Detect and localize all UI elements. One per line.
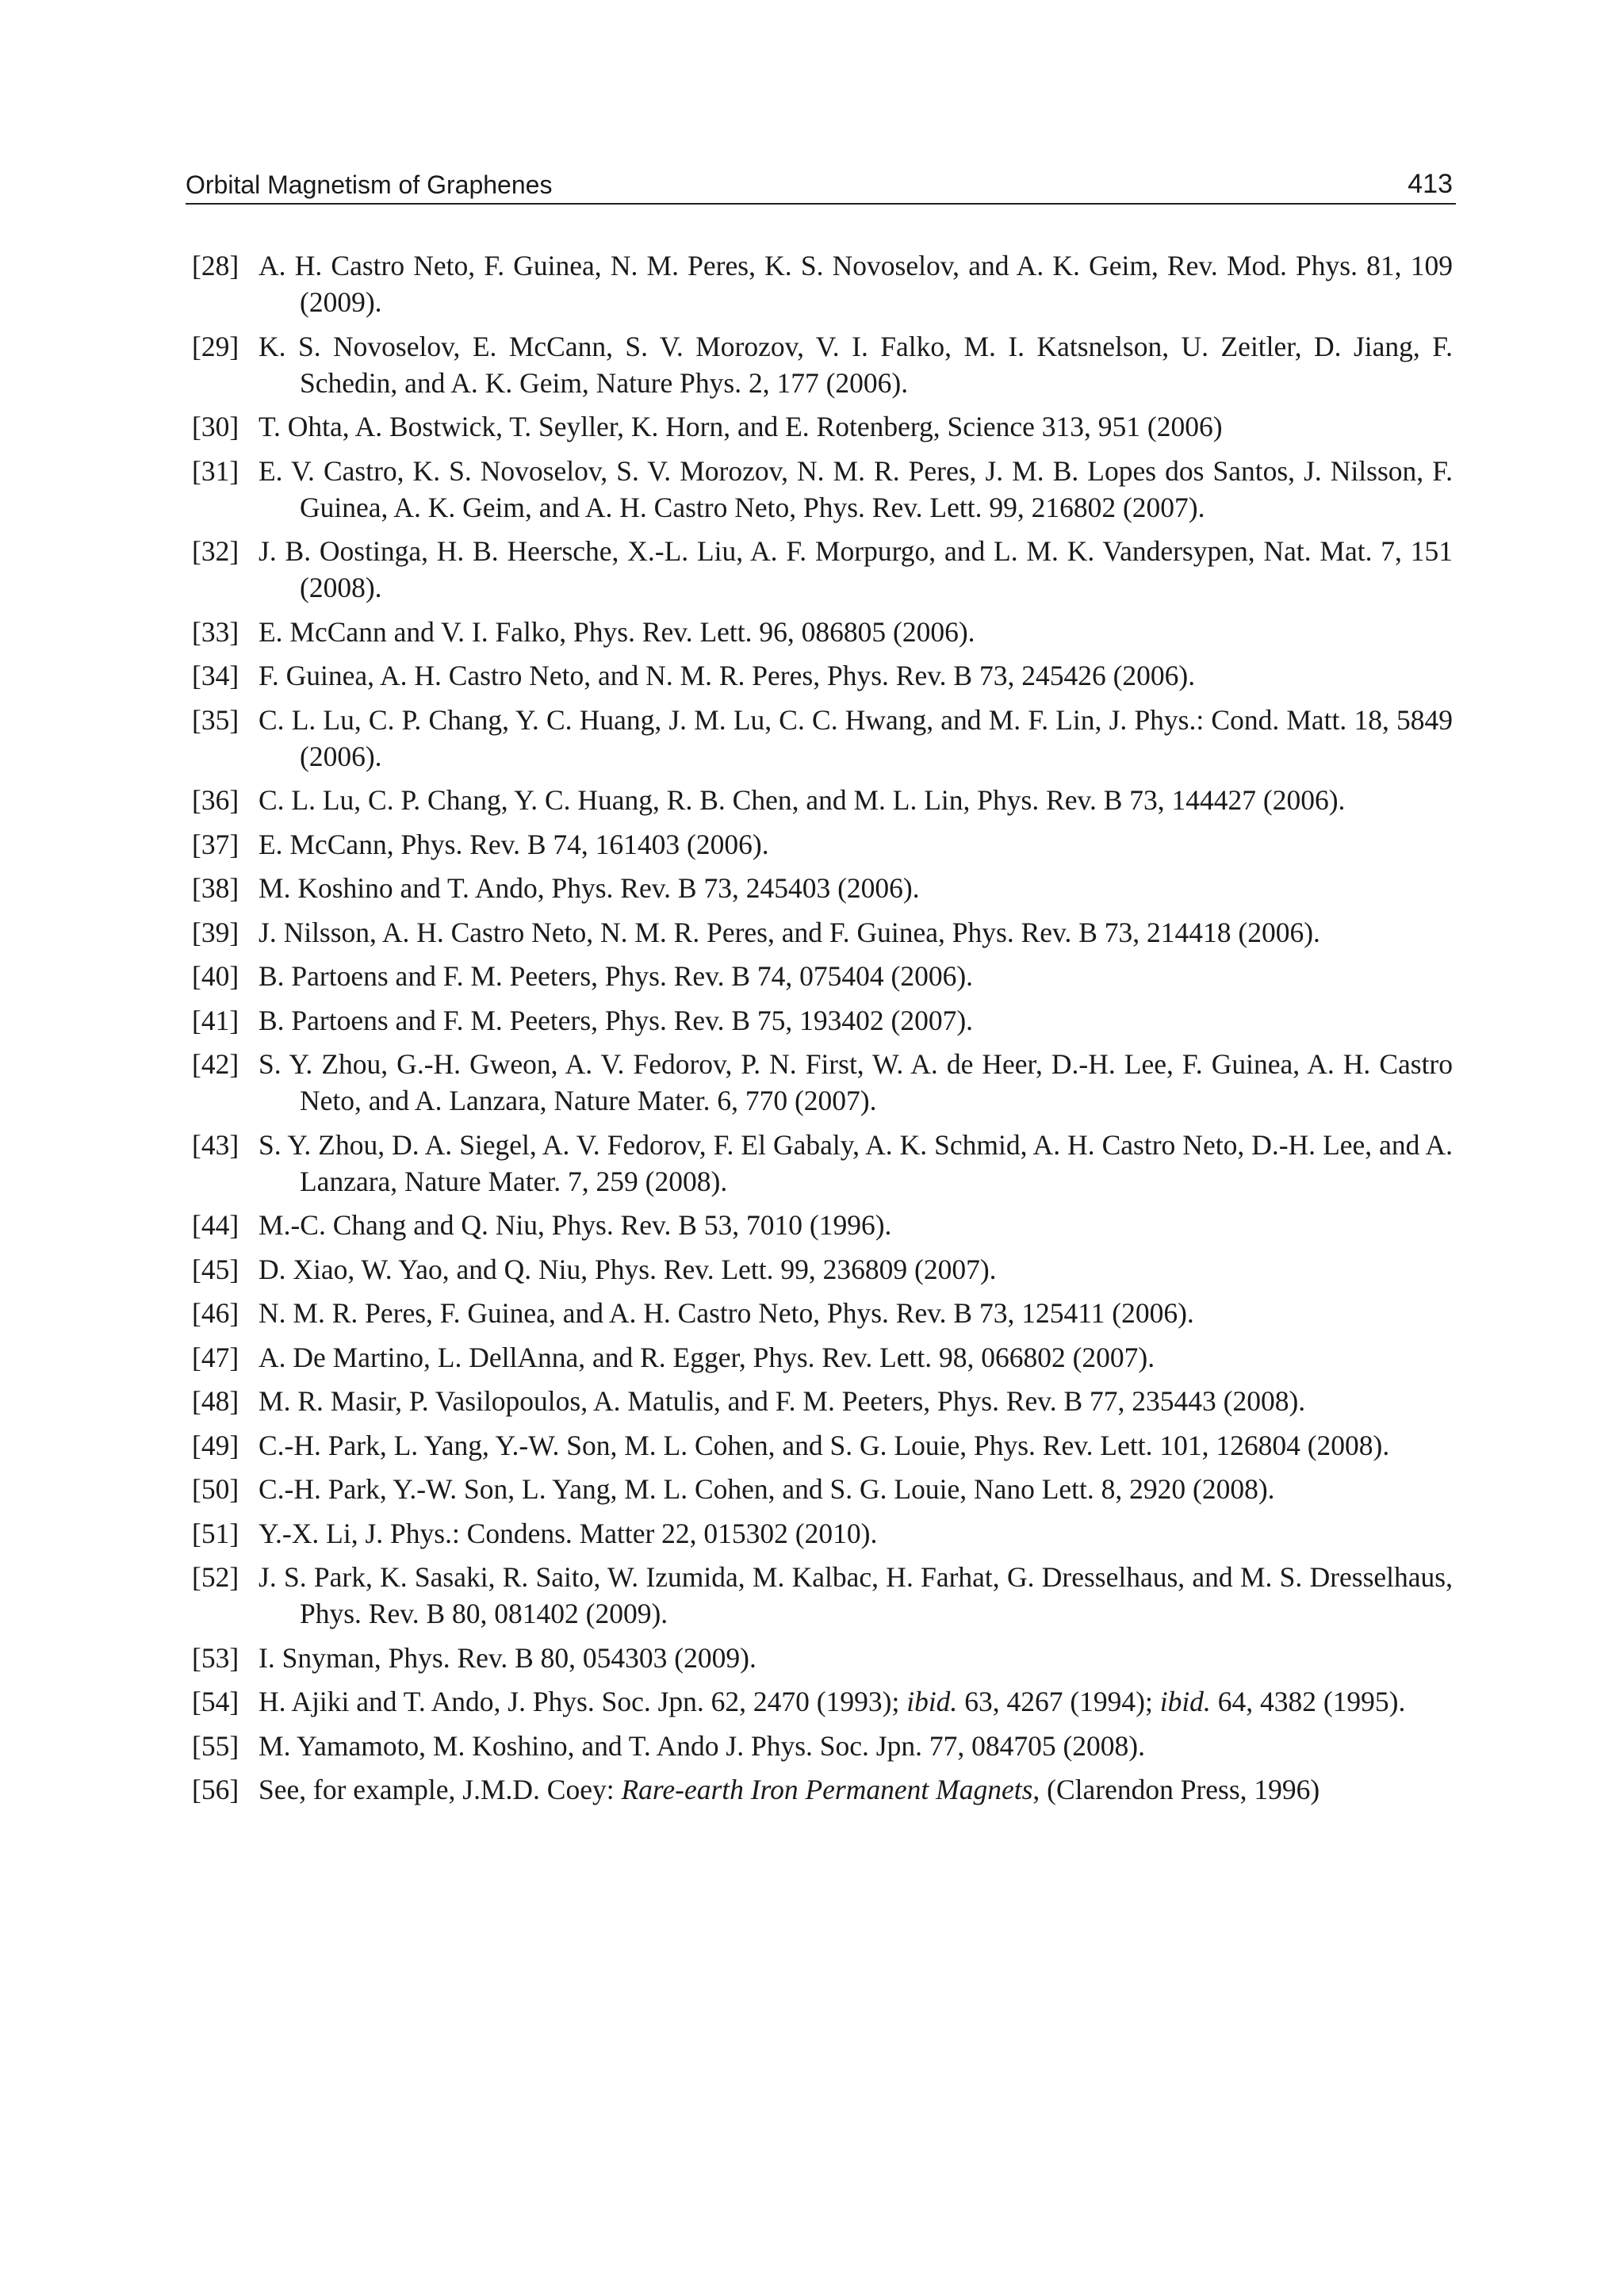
reference-item	[192, 782, 1453, 818]
reference-item	[192, 247, 1453, 320]
reference-number: [35]	[192, 703, 239, 736]
reference-number: [50]	[192, 1473, 239, 1505]
reference-item	[192, 1559, 1453, 1632]
reference-item	[192, 958, 1453, 994]
reference-text: M. Yamamoto, M. Koshino, and T. Ando J. Phys. Soc. Jpn. 77, 084705 (2008).	[259, 1729, 1145, 1762]
reference-number: [29]	[192, 330, 239, 362]
reference-number: [49]	[192, 1429, 239, 1461]
reference-item	[192, 657, 1453, 694]
reference-text: Y.-X. Li, J. Phys.: Condens. Matter 22, 015302 (2010).	[259, 1517, 878, 1549]
reference-number: [31]	[192, 454, 239, 487]
reference-text: S. Y. Zhou, D. A. Siegel, A. V. Fedorov, F. El Gabaly, A. K. Schmid, A. H. Castro Neto, D.-H. Lee, and A. Lanzara, Nature Mater. 7, 259 (2008).	[259, 1128, 1453, 1197]
reference-text-part: See, for example, J.M.D. Coey:	[259, 1774, 622, 1805]
reference-item	[192, 614, 1453, 650]
reference-item	[192, 328, 1453, 401]
reference-item	[192, 1427, 1453, 1464]
reference-item	[192, 1383, 1453, 1419]
reference-text: J. Nilsson, A. H. Castro Neto, N. M. R. Peres, and F. Guinea, Phys. Rev. B 73, 214418 (2006).	[259, 916, 1320, 948]
reference-item	[192, 1127, 1453, 1200]
reference-text-part: H. Ajiki and T. Ando, J. Phys. Soc. Jpn. 62, 2470 (1993);	[259, 1686, 907, 1717]
reference-item	[192, 1515, 1453, 1552]
reference-text-part: , (Clarendon Press, 1996)	[1032, 1774, 1320, 1805]
reference-number: [51]	[192, 1517, 239, 1549]
reference-text: B. Partoens and F. M. Peeters, Phys. Rev. B 74, 075404 (2006).	[259, 960, 974, 992]
reference-number: [44]	[192, 1209, 239, 1241]
reference-text-part: 63, 4267 (1994);	[957, 1686, 1160, 1717]
reference-item	[192, 870, 1453, 906]
reference-item	[192, 453, 1453, 526]
reference-number: [41]	[192, 1004, 239, 1036]
reference-text: C.-H. Park, Y.-W. Son, L. Yang, M. L. Cohen, and S. G. Louie, Nano Lett. 8, 2920 (2008).	[259, 1473, 1275, 1505]
reference-number: [32]	[192, 535, 239, 567]
reference-text: J. B. Oostinga, H. B. Heersche, X.-L. Liu, A. F. Morpurgo, and L. M. K. Vandersypen, Nat. Mat. 7, 151 (2008).	[259, 535, 1453, 603]
reference-item	[192, 1771, 1453, 1808]
reference-number: [42]	[192, 1048, 239, 1080]
reference-item	[192, 914, 1453, 951]
reference-text: J. S. Park, K. Sasaki, R. Saito, W. Izumida, M. Kalbac, H. Farhat, G. Dresselhaus, and M. S. Dresselhaus, Phys. Rev. B 80, 081402 (2009).	[259, 1561, 1453, 1629]
reference-item	[192, 1339, 1453, 1376]
reference-number: [38]	[192, 872, 239, 904]
reference-text: C.-H. Park, L. Yang, Y.-W. Son, M. L. Cohen, and S. G. Louie, Phys. Rev. Lett. 101, 126804 (2008).	[259, 1429, 1390, 1461]
reference-number: [39]	[192, 916, 239, 948]
reference-text: D. Xiao, W. Yao, and Q. Niu, Phys. Rev. Lett. 99, 236809 (2007).	[259, 1253, 997, 1285]
running-header-title: Orbital Magnetism of Graphenes	[186, 170, 553, 199]
reference-text: M. Koshino and T. Ando, Phys. Rev. B 73, 245403 (2006).	[259, 872, 920, 904]
reference-text: B. Partoens and F. M. Peeters, Phys. Rev. B 75, 193402 (2007).	[259, 1004, 974, 1036]
reference-number: [55]	[192, 1729, 239, 1762]
reference-item	[192, 1728, 1453, 1764]
reference-item	[192, 1683, 1453, 1720]
reference-number: [37]	[192, 828, 239, 860]
reference-text: T. Ohta, A. Bostwick, T. Seyller, K. Horn, and E. Rotenberg, Science 313, 951 (2006)	[259, 411, 1223, 442]
reference-text: E. McCann and V. I. Falko, Phys. Rev. Lett. 96, 086805 (2006).	[259, 615, 975, 648]
reference-number: [36]	[192, 784, 239, 816]
reference-item	[192, 1002, 1453, 1039]
reference-list	[192, 247, 1453, 1816]
reference-italic-part: Rare-earth Iron Permanent Magnets	[621, 1774, 1033, 1805]
reference-italic-part: ibid.	[1159, 1686, 1211, 1717]
reference-number: [56]	[192, 1774, 239, 1805]
reference-number: [45]	[192, 1253, 239, 1285]
reference-item	[192, 408, 1453, 445]
reference-number: [40]	[192, 960, 239, 992]
reference-item	[192, 1471, 1453, 1507]
reference-italic-part: ibid.	[906, 1686, 958, 1717]
reference-text: A. De Martino, L. DellAnna, and R. Egger, Phys. Rev. Lett. 98, 066802 (2007).	[259, 1341, 1155, 1373]
reference-text: N. M. R. Peres, F. Guinea, and A. H. Castro Neto, Phys. Rev. B 73, 125411 (2006).	[259, 1297, 1194, 1329]
reference-number: [33]	[192, 615, 239, 648]
reference-number: [34]	[192, 660, 239, 691]
page-number: 413	[1408, 169, 1453, 199]
reference-number: [52]	[192, 1561, 239, 1593]
reference-text: E. McCann, Phys. Rev. B 74, 161403 (2006).	[259, 828, 769, 860]
reference-number: [48]	[192, 1385, 239, 1417]
reference-item	[192, 1251, 1453, 1288]
reference-item	[192, 1207, 1453, 1243]
reference-text: C. L. Lu, C. P. Chang, Y. C. Huang, R. B. Chen, and M. L. Lin, Phys. Rev. B 73, 144427 (2006).	[259, 784, 1346, 816]
reference-number: [30]	[192, 411, 239, 442]
reference-text	[259, 1683, 1453, 1720]
reference-number: [47]	[192, 1341, 239, 1373]
reference-text: F. Guinea, A. H. Castro Neto, and N. M. R. Peres, Phys. Rev. B 73, 245426 (2006).	[259, 660, 1196, 691]
running-header	[186, 163, 1456, 205]
reference-item	[192, 1640, 1453, 1676]
reference-number: [43]	[192, 1128, 239, 1161]
reference-item	[192, 1046, 1453, 1119]
reference-text: S. Y. Zhou, G.-H. Gweon, A. V. Fedorov, P. N. First, W. A. de Heer, D.-H. Lee, F. Guinea, A. H. Castro Neto, and A. Lanzara, Nature Mater. 6, 770 (2007).	[259, 1048, 1453, 1116]
reference-number: [53]	[192, 1641, 239, 1674]
reference-item	[192, 1295, 1453, 1331]
reference-text: I. Snyman, Phys. Rev. B 80, 054303 (2009).	[259, 1641, 756, 1674]
reference-item	[192, 702, 1453, 775]
reference-text: C. L. Lu, C. P. Chang, Y. C. Huang, J. M. Lu, C. C. Hwang, and M. F. Lin, J. Phys.: Cond. Matt. 18, 5849 (2006).	[259, 703, 1453, 772]
reference-number: [54]	[192, 1686, 239, 1717]
reference-number: [46]	[192, 1297, 239, 1329]
reference-text: K. S. Novoselov, E. McCann, S. V. Morozov, V. I. Falko, M. I. Katsnelson, U. Zeitler, D. Jiang, F. Schedin, and A. K. Geim, Nature Phys. 2, 177 (2006).	[259, 330, 1453, 399]
reference-text: M. R. Masir, P. Vasilopoulos, A. Matulis, and F. M. Peeters, Phys. Rev. B 77, 235443 (2008).	[259, 1385, 1306, 1417]
reference-text-part: 64, 4382 (1995).	[1210, 1686, 1406, 1717]
reference-text	[259, 1771, 1453, 1808]
reference-text: A. H. Castro Neto, F. Guinea, N. M. Peres, K. S. Novoselov, and A. K. Geim, Rev. Mod. Phys. 81, 109 (2009).	[259, 250, 1453, 318]
reference-item	[192, 826, 1453, 863]
reference-number: [28]	[192, 250, 239, 281]
reference-text: M.-C. Chang and Q. Niu, Phys. Rev. B 53, 7010 (1996).	[259, 1209, 892, 1241]
reference-item	[192, 533, 1453, 606]
reference-text: E. V. Castro, K. S. Novoselov, S. V. Morozov, N. M. R. Peres, J. M. B. Lopes dos Santos, J. Nilsson, F. Guinea, A. K. Geim, and A. H. Castro Neto, Phys. Rev. Lett. 99, 216802 (2007).	[259, 454, 1453, 523]
